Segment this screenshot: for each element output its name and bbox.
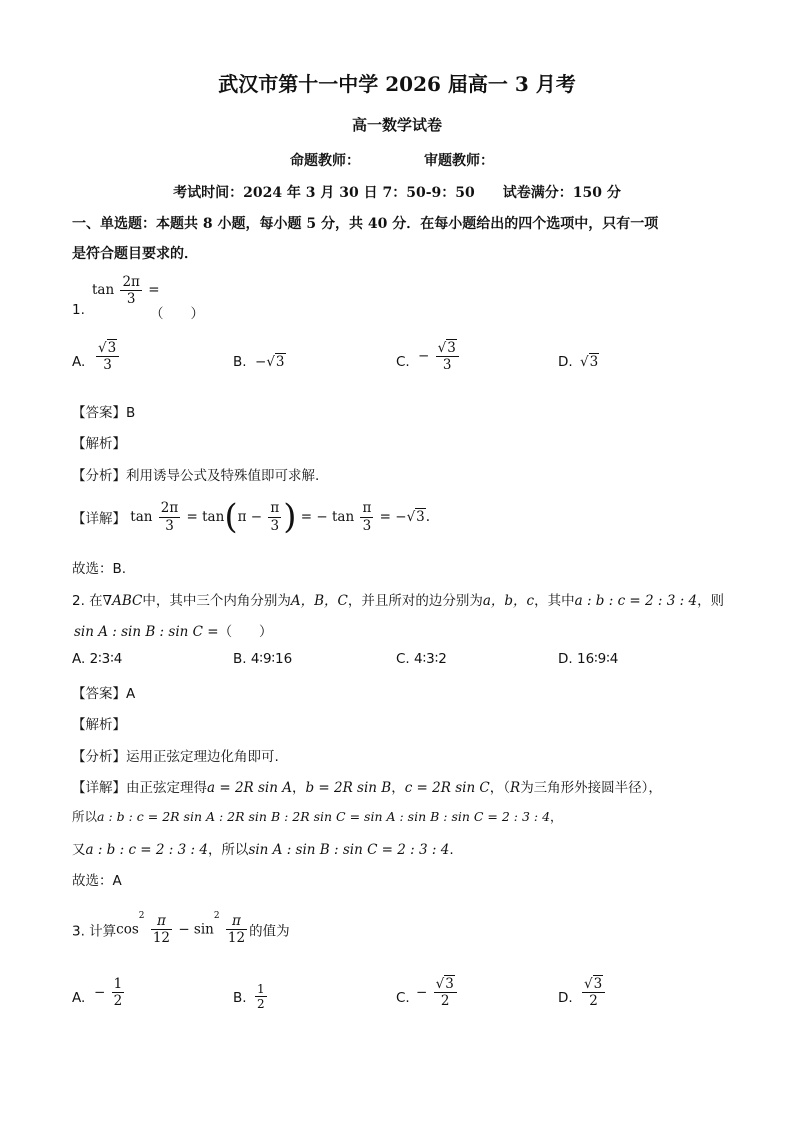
q1-answer: 【答案】B [72, 405, 136, 421]
q3-stem [72, 913, 290, 946]
q1-b-sign: − [255, 354, 267, 370]
q1-detail-pi-minus: π − [237, 509, 263, 525]
q2-detail-line3 [72, 838, 454, 858]
q1-func: tan [92, 282, 115, 299]
q1-c-den: 3 [436, 356, 459, 373]
q2-sides: a，b，c [482, 593, 535, 609]
q1-detail-f1-num: 2π [160, 500, 179, 517]
q2-d2a: 所以 [72, 809, 98, 824]
q1-option-a: $\frac{√3}{3}$ [94, 340, 121, 373]
q1-detail-rparen: ) [283, 497, 297, 537]
q1-method: 【分析】利用诱导公式及特殊值即可求解. [72, 468, 320, 484]
q1-analysis-tag: 【解析】 [72, 436, 126, 452]
q2-option-c: C. 4∶3∶2 [396, 651, 447, 667]
q1-frac-den: 3 [120, 290, 141, 307]
q2-d1a: 由正弦定理得 [126, 780, 207, 796]
q3-c-den: 2 [434, 992, 457, 1009]
q1-frac-num: 2π [122, 274, 140, 290]
q1-equals: = [148, 282, 160, 299]
q3-sq2: 2 [213, 911, 220, 921]
q2-d3b: a : b : c = 2 : 3 : 4 [85, 842, 208, 858]
q3-cos: cos [116, 921, 139, 938]
q2-d1g: ，（ [489, 780, 511, 796]
q1-option-c: − $\frac{√3}{3}$ [418, 340, 461, 373]
q3-option-c: − $\frac{√3}{2}$ [416, 976, 459, 1009]
q3-b-den: 2 [257, 997, 265, 1012]
q2-detail-tag: 【详解】 [72, 780, 126, 796]
q2-expr: sin A : sin B : sin C = [74, 624, 219, 640]
q2-d1h: R [510, 780, 521, 796]
q2-option-b: B. 4∶9∶16 [233, 651, 293, 667]
exam-info: 考试时间：2024 年 3 月 30 日 7：50-9：50 试卷满分：150 分 [173, 185, 621, 201]
q2-detail-line1 [72, 776, 662, 796]
q3-a-den: 2 [113, 993, 123, 1010]
q1-detail-lparen: ( [224, 497, 238, 537]
q3-b-num: 1 [257, 982, 265, 996]
q3-a-num: 1 [113, 976, 123, 992]
q1-option-a-label: A. [72, 354, 86, 370]
q2-d3d: sin A : sin B : sin C = 2 : 3 : 4 [248, 842, 450, 858]
q1-number: 1. [72, 302, 85, 318]
q2-answer: 【答案】A [72, 686, 136, 702]
section-heading-line1: 一、单选题：本题共 8 小题，每小题 5 分，共 40 分．在每小题给出的四个选项中，只有一项 [72, 216, 659, 232]
q3-c-rad: 3 [445, 976, 454, 992]
q2-option-d: D. 16∶9∶4 [558, 651, 619, 667]
q2-method: 【分析】运用正弦定理边化角即可. [72, 749, 279, 765]
q1-a-den: 3 [96, 356, 119, 373]
q1-detail-f3-den: 3 [360, 517, 373, 534]
q2-ratio: a : b : c = 2 : 3 : 4 [574, 593, 698, 609]
q2-d1f: c = 2R sin C [404, 780, 490, 796]
paper-subtitle: 高一数学试卷 [351, 116, 442, 134]
q1-d-rad: 3 [589, 354, 599, 370]
q2-mid3: ，其中 [534, 593, 575, 609]
q1-fraction [120, 274, 141, 307]
q3-pre: 3. 计算 [72, 923, 117, 940]
q1-detail-rad: 3 [416, 509, 425, 525]
q2-d2c: ， [550, 809, 563, 824]
q3-option-a-label: A. [72, 990, 86, 1006]
q2-line2 [74, 620, 273, 640]
q1-detail-eq2: = − tan [300, 509, 355, 525]
q2-detail-line2 [72, 807, 563, 825]
q3-post: 的值为 [249, 923, 290, 940]
q1-paren: （ ） [150, 306, 204, 322]
q1-option-b-label: B. [233, 354, 247, 370]
q2-d3c: ，所以 [207, 842, 249, 858]
q1-detail-f1-den: 3 [159, 517, 180, 534]
q3-option-a [94, 976, 126, 1009]
section-heading-line2: 是符合题目要求的． [72, 246, 198, 262]
q1-detail-eq1: = tan [186, 509, 225, 525]
q3-f1-den: 12 [152, 930, 171, 947]
q1-c-sign: − [418, 348, 430, 365]
q3-f2-num: π [232, 913, 241, 929]
q3-minus-sin: − sin [178, 921, 214, 938]
q1-b-rad: 3 [275, 354, 285, 370]
q2-d3a: 又 [72, 842, 86, 858]
q3-c-sign: − [416, 984, 428, 1001]
q1-detail-f2-den: 3 [268, 517, 281, 534]
q3-a-sign: − [94, 984, 106, 1001]
q2-d2b: a : b : c = 2R sin A : 2R sin B : 2R sin C = sin A : sin B : sin C = 2 : 3 : 4 [97, 809, 551, 824]
q2-d1e: ， [391, 780, 405, 796]
q3-d-den: 2 [582, 992, 605, 1009]
q3-option-b [253, 982, 269, 1012]
q3-option-d-label: D. [558, 990, 573, 1006]
q2-d1d: b = 2R sin B [305, 780, 392, 796]
q1-option-c-label: C. [396, 354, 410, 370]
q2-mid2: ，并且所对的边分别为 [347, 593, 483, 609]
q2-analysis-tag: 【解析】 [72, 717, 126, 733]
q2-option-a: A. 2∶3∶4 [72, 651, 123, 667]
q2-triangle: ∇ABC [102, 593, 143, 609]
proposer-label: 命题教师： [290, 153, 360, 169]
q3-f2-den: 12 [227, 930, 246, 947]
q2-d1i: 为三角形外接圆半径）， [520, 780, 662, 796]
q1-option-b: −√3 [255, 354, 285, 370]
q2-d1b: a = 2R sin A [207, 780, 292, 796]
q1-conclusion: 故选：B. [72, 561, 127, 577]
q1-c-rad: 3 [447, 340, 456, 356]
q1-detail-tan: tan [130, 509, 153, 525]
q2-end: ，则 [697, 593, 725, 609]
q1-detail-tag: 【详解】 [72, 511, 126, 527]
q2-angles: A，B，C [290, 593, 348, 609]
exam-title: 武汉市第十一中学 2026 届高一 3 月考 [218, 72, 576, 96]
q1-detail-f2-num: π [270, 500, 280, 517]
q3-d-rad: 3 [593, 976, 603, 992]
q2-conclusion: 故选：A [72, 873, 122, 889]
q1-detail-eq3: = − [379, 509, 407, 525]
q2-d1c: ， [291, 780, 306, 796]
q1-detail: 【详解】 tan $\frac{2\pi}{3}$ = tan(π − $\frac{\pi}{3}$ ) = − tan $\frac{\pi}{3}$ = −√3. [72, 497, 431, 537]
q1-option-d: √3 [580, 354, 599, 370]
reviewer-label: 审题教师： [424, 153, 494, 169]
q2-line1 [72, 589, 724, 609]
q1-a-rad: 3 [107, 340, 117, 356]
q2-d3e: . [449, 842, 454, 858]
q3-option-b-label: B. [233, 990, 247, 1006]
q1-detail-f3-num: π [362, 500, 372, 517]
q3-option-c-label: C. [396, 990, 410, 1006]
q2-pre: 2. 在 [72, 593, 103, 609]
q3-sq: 2 [138, 911, 145, 921]
q3-f1-num: π [156, 913, 166, 929]
q1-detail-end: . [425, 509, 431, 525]
q1-option-d-label: D. [558, 354, 573, 370]
q3-option-d: $\frac{√3}{2}$ [580, 976, 607, 1009]
q2-mid: 中，其中三个内角分别为 [142, 593, 291, 609]
q2-paren: （ ） [218, 624, 273, 640]
